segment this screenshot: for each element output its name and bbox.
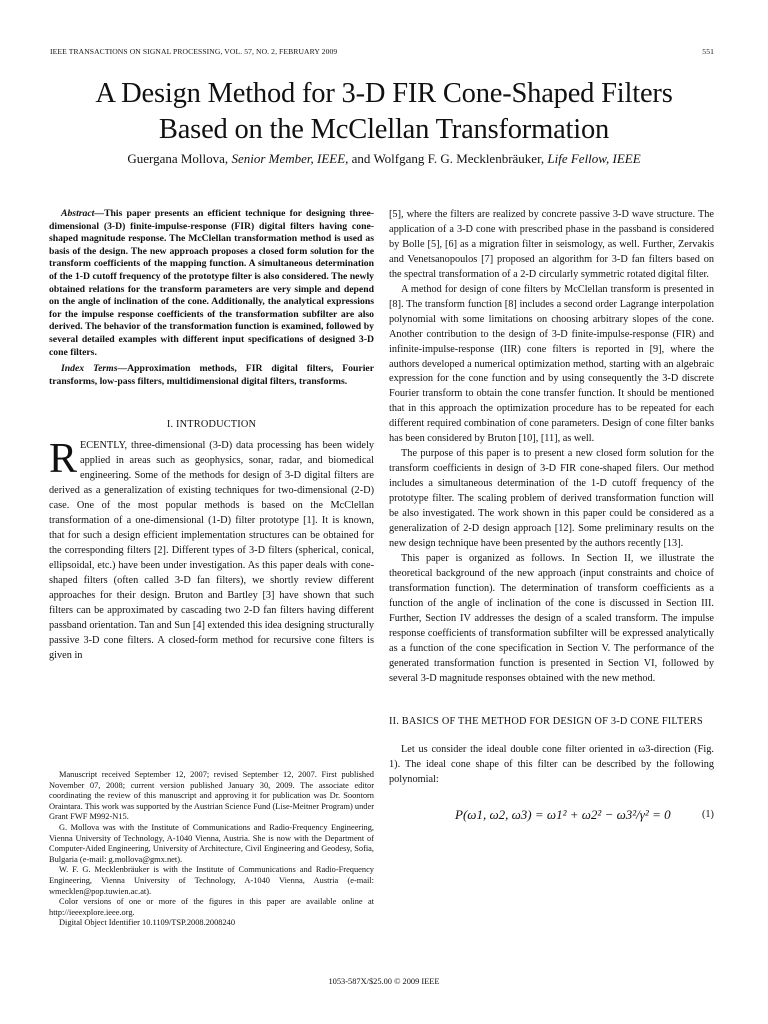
footnotes <box>49 770 374 929</box>
drop-cap: R <box>49 436 78 483</box>
section-2-heading: II. BASICS OF THE METHOD FOR DESIGN OF 3-D CONE FILTERS <box>389 715 703 727</box>
footnote-manuscript: Manuscript received September 12, 2007; revised September 12, 2007. First published November 07, 2008; current version published January 30, 2009. The associate editor coordinating the review of this manuscript and approving it for publication was Dr. Soontorn Oraintara. This work was supported by the Austrian Science Fund (Lise-Meitner Program) under Grant FWF M992-N15. <box>49 770 374 822</box>
section-1-heading: I. INTRODUCTION <box>166 419 257 431</box>
abstract-text: This paper presents an efficient technique for designing three-dimensional (3-D) finite-impulse-response (FIR) digital filters having cone-shaped magnitude response. The McClellan transformation method is used as basis of the design. The new approach proposes a closed form solution for the transform coefficients of the mapping function. A simultaneous determination of the 1-D cutoff frequency of the prototype filter is also considered. The newly obtained relations for the transform parameters are very simple and depend on the angle of inclination of the cone. Additionally, the analytical expressions for the impulse response coefficients of the transformation subfilter are also derived. The behavior of the transformation function is examined, followed by several detailed examples with different input specifications of designed 3-D cone filters. <box>49 208 374 358</box>
paper-title <box>0 76 768 148</box>
page-number: 551 <box>702 47 714 56</box>
author-2-role: Life Fellow, IEEE <box>547 151 641 166</box>
right-paragraph-3: The purpose of this paper is to present a new closed form solution for the transform coefficients in design of 3-D FIR cone-shaped filers. Our method includes a simultaneous determination of the 1-D cutoff frequency of the prototype filter. The scaling problem of derived transformation function will be also investigated. The work shown in this paper could be considered as a generalization of 2-D design approach [12]. Some preliminary results on the new design technique have been presented by the authors recently [13]. <box>389 448 714 549</box>
right-paragraph-4: This paper is organized as follows. In Section II, we illustrate the theoretical background of the new approach (input constraints and choice of transformation function). The determination of transform coefficients as a function of the angle of inclination of the cone is discussed in Section III. Further, Section IV addresses the design of a scaled transform. The impulse response coefficients of transformation subfilter will be expressed analytically as a function of the cone specification in Section V. The performance of the generated transformation function is presented in Section VI, followed by several 3-D magnitude responses obtained with the new method. <box>389 552 714 684</box>
equation-1 <box>389 802 714 830</box>
right-paragraph-1: [5], where the filters are realized by concrete passive 3-D wave structure. The application of a 3-D cone with prescribed phase in the passband is considered by Bolle [5], [6] as a migration filter in seismology, as well. Further, Zervakis and Venetsanopoulos [7] proposed an algorithm for 3-D fan filters based on the spectral transformation of a 2-D circularly symmetric rotated digital filter. <box>389 209 714 280</box>
intro-paragraph <box>49 436 374 663</box>
author-2-name: Wolfgang F. G. Mecklenbräuker, <box>373 151 545 166</box>
index-terms <box>49 363 374 388</box>
equation-number: (1) <box>701 809 714 821</box>
right-paragraph-2: A method for design of cone filters by McClellan transform is presented in [8]. The transform function [8] includes a second order Lagrange interpolation polynomial with some limitations on choosing arbitrary slopes of the cone. Another contribution to the design of 3-D finite-impulse-response (FIR) and infinite-impulse-response (IIR) cone filters is reported in [9], where the authors developed a numerical optimization method, starting with an algebraic expression for the cone function and by using consequently the 3-D discrete Fourier transform to obtain the cone transfer function. It should be mentioned that in this approach the optimization procedure has to be repeated for each different required combination of cone parameters. Design of cone filter banks has been considered by Bruton [10], [11], as well. <box>389 283 714 445</box>
index-terms-text: Approximation methods, FIR digital filters, Fourier transforms, low-pass filters, multidimensional digital filters, transforms. <box>49 363 374 387</box>
abstract <box>49 208 374 359</box>
intro-text: ECENTLY, three-dimensional (3-D) data processing has been widely applied in areas such as geophysics, sonar, radar, and biomedical engineering. Some of the methods for design of 3-D digital filters are derived as a generalization of existing techniques for two-dimensional (2-D) case. One of the most popular methods is based on the McClellan transformation of a one-dimensional (1-D) filter prototype [1]. It is known, that for such a design efficient implementation structures can be obtained for the corresponding filters [2]. Different types of 3-D filters (spherical, conical, ellipsoidal, etc.) have been under investigation. As this paper deals with cone-shaped filters (often called 3-D fan filters), we shortly review different approaches for their design. Bruton and Bartley [3] have shown that such filters can be approximated by cascading two 2-D fan filters having different passband orientation. Tan and Sun [4] extended this idea designing structurally passive 3-D cone filters. A closed-form method for recursive cone filters is given in <box>49 440 374 661</box>
journal-name: IEEE TRANSACTIONS ON SIGNAL PROCESSING, VOL. 57, NO. 2, FEBRUARY 2009 <box>50 47 338 56</box>
copyright-footer: 1053-587X/$25.00 © 2009 IEEE <box>328 977 440 986</box>
author-1-name: Guergana Mollova, <box>127 151 229 166</box>
author-conjunction: and <box>351 151 371 166</box>
title-line-1: A Design Method for 3-D FIR Cone-Shaped Filters <box>95 78 673 109</box>
footnote-doi: Digital Object Identifier 10.1109/TSP.2008.2008240 <box>59 918 236 928</box>
right-paragraph-5: Let us consider the ideal double cone filter oriented in ω3-direction (Fig. 1). The ideal cone shape of this filter can be described by the following polynomial: <box>389 744 714 786</box>
equation-expression: P(ω1, ω2, ω3) = ω1² + ω2² − ω3²/γ² = 0 <box>455 807 671 823</box>
footnote-author-2: W. F. G. Mecklenbräuker is with the Institute of Communications and Radio-Frequency Engineering, Vienna University of Technology, A-1040 Vienna, Austria (e-mail: wmecklen@pop.tuwien.ac.at). <box>49 865 374 896</box>
author-line <box>0 151 768 167</box>
footnote-author-1: G. Mollova was with the Institute of Communications and Radio-Frequency Engineering, Vienna University of Technology, A-1040 Vienna, Austria. She is now with the Department of Computer-Aided Engineering, University of Architecture, Civil Engineering and Geodesy, Sofia, Bulgaria (e-mail: g.mollova@gmx.net). <box>49 822 374 864</box>
author-1-role: Senior Member, IEEE, <box>231 151 349 166</box>
footnote-color-figures: Color versions of one or more of the figures in this paper are available online at http://ieeexplore.ieee.org. <box>49 897 374 917</box>
right-column <box>389 208 714 830</box>
title-line-2: Based on the McClellan Transformation <box>158 114 610 145</box>
running-header <box>50 47 714 56</box>
abstract-lead: Abstract— <box>61 208 105 219</box>
left-column <box>49 208 374 664</box>
index-terms-lead: Index Terms— <box>61 363 128 375</box>
